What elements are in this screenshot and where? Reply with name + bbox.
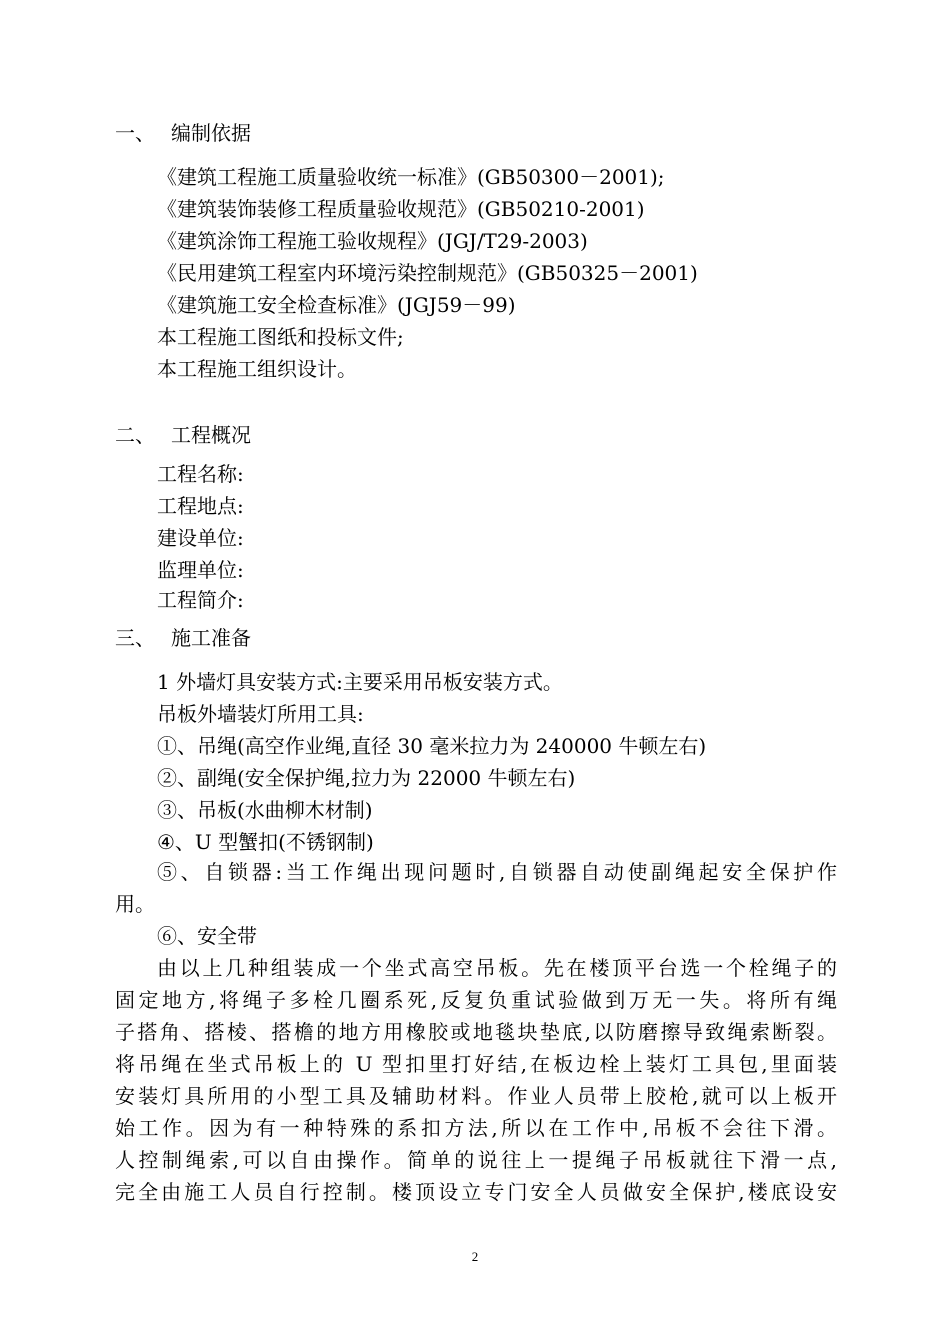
section-title: 施工准备 [171, 626, 251, 650]
reference-item: 《建筑装饰装修工程质量验收规范》(GB50210-2001) [157, 197, 645, 221]
section-number: 二、 [115, 423, 155, 447]
overview-field: 监理单位: [157, 558, 244, 582]
paragraph-line: 由以上几种组装成一个坐式高空吊板。先在楼顶平台选一个栓绳子的 [157, 956, 837, 980]
tool-item-continuation: 用。 [115, 892, 155, 916]
reference-item: 《民用建筑工程室内环境污染控制规范》(GB50325－2001) [157, 261, 698, 285]
preparation-line: 1 外墙灯具安装方式:主要采用吊板安装方式。 [157, 670, 563, 694]
overview-field: 工程名称: [157, 462, 244, 486]
tool-item: ③、吊板(水曲柳木材制) [157, 798, 373, 822]
paragraph-line: 完全由施工人员自行控制。楼顶设立专门安全人员做安全保护,楼底设安 [115, 1180, 837, 1204]
section-heading [115, 423, 251, 447]
overview-field: 工程地点: [157, 494, 244, 518]
overview-field: 建设单位: [157, 526, 244, 550]
reference-item: 本工程施工图纸和投标文件; [157, 325, 404, 349]
tool-item: ②、副绳(安全保护绳,拉力为 22000 牛顿左右) [157, 766, 576, 790]
paragraph-line: 始工作。因为有一种特殊的系扣方法,所以在工作中,吊板不会往下滑。 [115, 1116, 837, 1140]
page-number: 2 [471, 1249, 479, 1264]
paragraph-line: 固定地方,将绳子多栓几圈系死,反复负重试验做到万无一失。将所有绳 [115, 988, 837, 1012]
section-heading [115, 121, 251, 145]
reference-item: 《建筑工程施工质量验收统一标准》(GB50300－2001); [157, 165, 665, 189]
tool-item: ⑥、安全带 [157, 924, 257, 948]
overview-field: 工程简介: [157, 588, 244, 612]
section-number: 三、 [115, 626, 155, 650]
paragraph-line: 人控制绳索,可以自由操作。简单的说往上一提绳子吊板就往下滑一点, [115, 1148, 837, 1172]
tool-item: ④、U 型蟹扣(不锈钢制) [157, 830, 374, 854]
tool-item: ⑤、自锁器:当工作绳出现问题时,自锁器自动使副绳起安全保护作 [157, 860, 837, 884]
reference-item: 《建筑涂饰工程施工验收规程》(JGJ/T29-2003) [157, 229, 588, 253]
section-title: 编制依据 [171, 121, 251, 145]
reference-item: 《建筑施工安全检查标准》(JGJ59－99) [157, 293, 516, 317]
section-heading [115, 626, 251, 650]
reference-item: 本工程施工组织设计。 [157, 357, 357, 381]
tool-item: ①、吊绳(高空作业绳,直径 30 毫米拉力为 240000 牛顿左右) [157, 734, 707, 758]
paragraph-line: 子搭角、搭棱、搭檐的地方用橡胶或地毯块垫底,以防磨擦导致绳索断裂。 [115, 1020, 837, 1044]
preparation-line: 吊板外墙装灯所用工具: [157, 702, 364, 726]
section-number: 一、 [115, 121, 155, 145]
paragraph-line: 安装灯具所用的小型工具及辅助材料。作业人员带上胶枪,就可以上板开 [115, 1084, 837, 1108]
section-title: 工程概况 [171, 423, 251, 447]
paragraph-line: 将吊绳在坐式吊板上的 U 型扣里打好结,在板边栓上装灯工具包,里面装 [115, 1052, 837, 1076]
